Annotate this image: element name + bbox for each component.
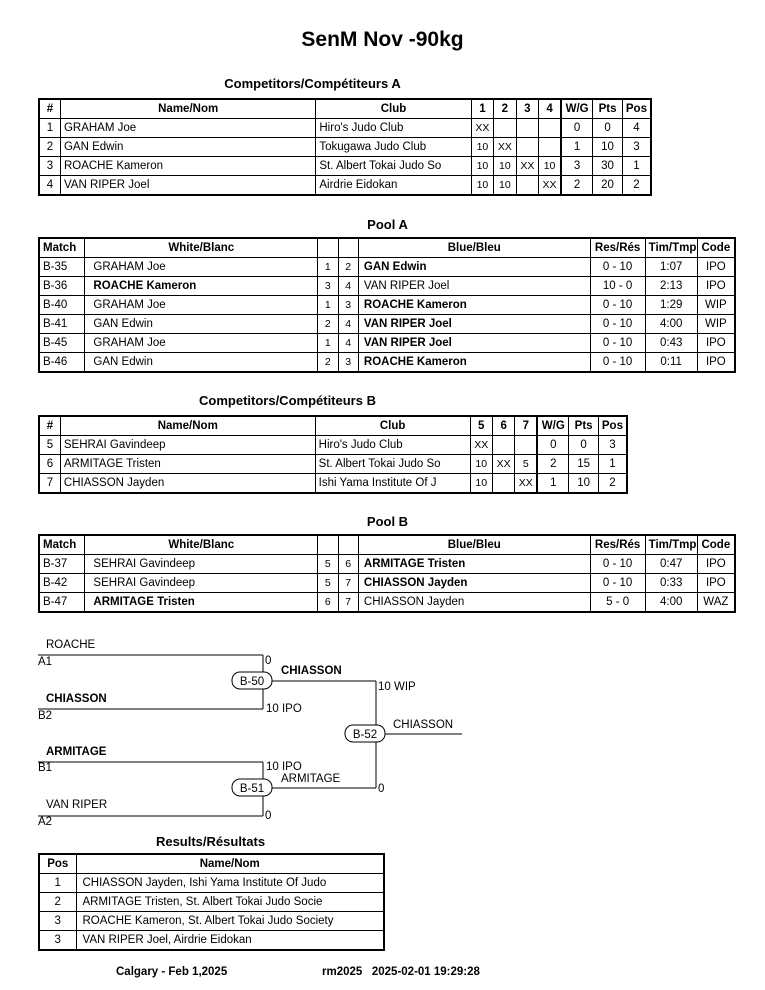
white-name: ARMITAGE Tristen — [85, 593, 318, 613]
result-pos: 2 — [39, 893, 76, 912]
result: 0 - 10 — [590, 315, 645, 334]
col-white: White/Blanc — [85, 535, 318, 555]
score-cell: 10 — [470, 474, 492, 494]
col-name: Name/Nom — [60, 99, 315, 119]
pool-a-heading: Pool A — [367, 217, 408, 232]
col-result: Res/Rés — [590, 238, 645, 258]
table-row — [39, 277, 735, 296]
match-b51-score: 0 — [378, 783, 385, 795]
score-cell — [492, 436, 514, 455]
competitor-name: SEHRAI Gavindeep — [60, 436, 315, 455]
col-5: 5 — [470, 416, 492, 436]
code: WAZ — [697, 593, 735, 613]
score-cell: 10 — [471, 157, 493, 176]
col-pos: Pos — [598, 416, 627, 436]
col-white: White/Blanc — [85, 238, 318, 258]
points: 15 — [569, 455, 599, 474]
match-id: B-37 — [39, 555, 85, 574]
blue-num: 6 — [338, 555, 358, 574]
result-name: VAN RIPER Joel, Airdrie Eidokan — [76, 931, 384, 951]
competitor-name: GAN Edwin — [60, 138, 315, 157]
competitor-num: 3 — [39, 157, 60, 176]
col-wg: W/G — [537, 416, 569, 436]
code: WIP — [697, 315, 735, 334]
time: 2:13 — [645, 277, 697, 296]
position: 1 — [622, 157, 651, 176]
time: 0:33 — [645, 574, 697, 593]
table-header — [39, 416, 627, 436]
code: WIP — [697, 296, 735, 315]
entrant-4-name: VAN RIPER — [46, 799, 108, 811]
table-row — [39, 157, 651, 176]
col-name: Name/Nom — [76, 854, 384, 874]
entrant-1-score: 0 — [265, 655, 272, 667]
elimination-bracket — [30, 630, 490, 830]
entrant-2-name: CHIASSON — [46, 693, 107, 705]
table-header — [39, 854, 384, 874]
competitor-name: VAN RIPER Joel — [60, 176, 315, 196]
score-cell: 10 — [494, 157, 516, 176]
competitor-num: 2 — [39, 138, 60, 157]
table-row — [39, 176, 651, 196]
match-id: B-46 — [39, 353, 85, 373]
competitors-a-table — [38, 98, 652, 196]
col-blue-num — [338, 535, 358, 555]
table-row — [39, 353, 735, 373]
white-name: GAN Edwin — [85, 315, 318, 334]
col-4: 4 — [539, 99, 561, 119]
pool-b-table — [38, 534, 736, 613]
blue-num: 4 — [338, 277, 358, 296]
table-row — [39, 455, 627, 474]
match-b50-label: B-50 — [239, 676, 265, 688]
white-name: GRAHAM Joe — [85, 296, 318, 315]
col-time: Tim/Tmp — [645, 535, 697, 555]
wins: 2 — [561, 176, 593, 196]
white-name: GAN Edwin — [85, 353, 318, 373]
score-cell — [516, 119, 538, 138]
table-row — [39, 138, 651, 157]
table-row — [39, 119, 651, 138]
blue-num: 2 — [338, 258, 358, 277]
wins: 0 — [537, 436, 569, 455]
entrant-2-seed: B2 — [38, 710, 53, 722]
blue-name: VAN RIPER Joel — [358, 315, 590, 334]
result-pos: 3 — [39, 931, 76, 951]
col-blue-num — [338, 238, 358, 258]
time: 0:43 — [645, 334, 697, 353]
col-blue: Blue/Bleu — [358, 238, 590, 258]
code: IPO — [697, 277, 735, 296]
result: 0 - 10 — [590, 555, 645, 574]
col-club: Club — [316, 99, 471, 119]
white-num: 1 — [318, 334, 338, 353]
time: 4:00 — [645, 315, 697, 334]
points: 10 — [593, 138, 623, 157]
col-time: Tim/Tmp — [645, 238, 697, 258]
score-cell: XX — [516, 157, 538, 176]
entrant-4-score: 0 — [265, 810, 272, 822]
competitor-num: 5 — [39, 436, 60, 455]
points: 10 — [569, 474, 599, 494]
score-cell: XX — [492, 455, 514, 474]
blue-num: 7 — [338, 574, 358, 593]
position: 3 — [622, 138, 651, 157]
wins: 3 — [561, 157, 593, 176]
competitor-name: CHIASSON Jayden — [60, 474, 315, 494]
result: 10 - 0 — [590, 277, 645, 296]
white-name: SEHRAI Gavindeep — [85, 574, 318, 593]
match-b50-score: 10 WIP — [378, 681, 416, 693]
blue-name: VAN RIPER Joel — [358, 277, 590, 296]
table-row — [39, 574, 735, 593]
competitor-num: 6 — [39, 455, 60, 474]
score-cell: XX — [471, 119, 493, 138]
footer-meta: rm2025 2025-02-01 19:29:28 — [322, 966, 480, 978]
col-match: Match — [39, 535, 85, 555]
competitor-name: ARMITAGE Tristen — [60, 455, 315, 474]
col-blue: Blue/Bleu — [358, 535, 590, 555]
blue-name: CHIASSON Jayden — [358, 574, 590, 593]
match-b51-label: B-51 — [239, 783, 265, 795]
entrant-4-seed: A2 — [38, 816, 53, 828]
points: 20 — [593, 176, 623, 196]
col-pts: Pts — [569, 416, 599, 436]
table-header — [39, 535, 735, 555]
table-row — [39, 436, 627, 455]
position: 3 — [598, 436, 627, 455]
entrant-2-score: 10 IPO — [266, 703, 302, 715]
position: 4 — [622, 119, 651, 138]
result-pos: 3 — [39, 912, 76, 931]
match-id: B-40 — [39, 296, 85, 315]
score-cell: XX — [539, 176, 561, 196]
competitor-club: St. Albert Tokai Judo So — [316, 157, 471, 176]
score-cell: XX — [494, 138, 516, 157]
position: 1 — [598, 455, 627, 474]
white-num: 1 — [318, 258, 338, 277]
points: 0 — [569, 436, 599, 455]
time: 1:29 — [645, 296, 697, 315]
table-row — [39, 315, 735, 334]
score-cell: 10 — [471, 176, 493, 196]
score-cell: 10 — [470, 455, 492, 474]
white-num: 2 — [318, 353, 338, 373]
result-name: ROACHE Kameron, St. Albert Tokai Judo Society — [76, 912, 384, 931]
time: 0:47 — [645, 555, 697, 574]
white-num: 5 — [318, 555, 338, 574]
time: 1:07 — [645, 258, 697, 277]
col-pos: Pos — [39, 854, 76, 874]
blue-num: 3 — [338, 296, 358, 315]
competitor-club: Hiro's Judo Club — [315, 436, 470, 455]
pool-a-table — [38, 237, 736, 373]
match-b51-winner: ARMITAGE — [281, 773, 341, 785]
competitor-club: Ishi Yama Institute Of J — [315, 474, 470, 494]
code: IPO — [697, 555, 735, 574]
entrant-1-seed: A1 — [38, 656, 53, 668]
table-row — [39, 874, 384, 893]
col-num: # — [39, 99, 60, 119]
col-code: Code — [697, 535, 735, 555]
table-row — [39, 296, 735, 315]
col-white-num — [318, 535, 338, 555]
table-row — [39, 931, 384, 951]
table-row — [39, 912, 384, 931]
blue-name: CHIASSON Jayden — [358, 593, 590, 613]
score-cell: XX — [515, 474, 537, 494]
points: 30 — [593, 157, 623, 176]
entrant-1-name: ROACHE — [46, 639, 96, 651]
result: 0 - 10 — [590, 296, 645, 315]
col-pts: Pts — [593, 99, 623, 119]
blue-num: 3 — [338, 353, 358, 373]
pool-b-heading: Pool B — [366, 514, 409, 529]
match-b52-label: B-52 — [352, 729, 378, 741]
page-title: SenM Nov -90kg — [301, 28, 464, 51]
blue-name: ROACHE Kameron — [358, 353, 590, 373]
score-cell — [539, 119, 561, 138]
wins: 2 — [537, 455, 569, 474]
col-num: # — [39, 416, 60, 436]
white-num: 3 — [318, 277, 338, 296]
white-name: GRAHAM Joe — [85, 334, 318, 353]
wins: 1 — [561, 138, 593, 157]
blue-name: VAN RIPER Joel — [358, 334, 590, 353]
score-cell — [516, 138, 538, 157]
time: 4:00 — [645, 593, 697, 613]
competitor-club: Tokugawa Judo Club — [316, 138, 471, 157]
match-id: B-41 — [39, 315, 85, 334]
result: 0 - 10 — [590, 353, 645, 373]
blue-num: 4 — [338, 334, 358, 353]
col-club: Club — [315, 416, 470, 436]
blue-num: 7 — [338, 593, 358, 613]
white-name: SEHRAI Gavindeep — [85, 555, 318, 574]
competitors-b-table — [38, 415, 628, 494]
result-name: CHIASSON Jayden, Ishi Yama Institute Of Judo — [76, 874, 384, 893]
competitor-name: GRAHAM Joe — [60, 119, 315, 138]
code: IPO — [697, 353, 735, 373]
col-2: 2 — [494, 99, 516, 119]
results-table — [38, 853, 385, 951]
table-row — [39, 555, 735, 574]
table-row — [39, 334, 735, 353]
competitors-b-heading: Competitors/Compétiteurs B — [199, 393, 376, 408]
result: 0 - 10 — [590, 574, 645, 593]
entrant-3-score: 10 IPO — [266, 761, 302, 773]
result: 5 - 0 — [590, 593, 645, 613]
position: 2 — [598, 474, 627, 494]
col-code: Code — [697, 238, 735, 258]
competitor-num: 1 — [39, 119, 60, 138]
blue-name: ROACHE Kameron — [358, 296, 590, 315]
score-cell — [515, 436, 537, 455]
col-1: 1 — [471, 99, 493, 119]
score-cell — [516, 176, 538, 196]
result: 0 - 10 — [590, 334, 645, 353]
competitor-name: ROACHE Kameron — [60, 157, 315, 176]
col-3: 3 — [516, 99, 538, 119]
entrant-3-seed: B1 — [38, 762, 53, 774]
match-id: B-42 — [39, 574, 85, 593]
blue-name: GAN Edwin — [358, 258, 590, 277]
col-match: Match — [39, 238, 85, 258]
table-row — [39, 893, 384, 912]
score-cell — [539, 138, 561, 157]
wins: 0 — [561, 119, 593, 138]
score-cell: 10 — [471, 138, 493, 157]
result-pos: 1 — [39, 874, 76, 893]
results-heading: Results/Résultats — [155, 834, 266, 849]
match-id: B-45 — [39, 334, 85, 353]
competitors-a-heading: Competitors/Compétiteurs A — [224, 76, 401, 91]
match-b50-winner: CHIASSON — [281, 665, 342, 677]
white-num: 1 — [318, 296, 338, 315]
footer-location: Calgary - Feb 1,2025 — [116, 966, 228, 978]
final-winner: CHIASSON — [393, 719, 454, 731]
score-cell: XX — [470, 436, 492, 455]
wins: 1 — [537, 474, 569, 494]
match-id: B-47 — [39, 593, 85, 613]
time: 0:11 — [645, 353, 697, 373]
white-num: 6 — [318, 593, 338, 613]
entrant-3-name: ARMITAGE — [46, 746, 107, 758]
table-header — [39, 238, 735, 258]
col-6: 6 — [492, 416, 514, 436]
match-id: B-36 — [39, 277, 85, 296]
score-cell: 10 — [539, 157, 561, 176]
competitor-club: St. Albert Tokai Judo So — [315, 455, 470, 474]
table-row — [39, 474, 627, 494]
match-id: B-35 — [39, 258, 85, 277]
score-cell: 5 — [515, 455, 537, 474]
competitor-club: Hiro's Judo Club — [316, 119, 471, 138]
col-result: Res/Rés — [590, 535, 645, 555]
table-row — [39, 258, 735, 277]
blue-name: ARMITAGE Tristen — [358, 555, 590, 574]
code: IPO — [697, 574, 735, 593]
result-name: ARMITAGE Tristen, St. Albert Tokai Judo Socie — [76, 893, 384, 912]
white-num: 2 — [318, 315, 338, 334]
score-cell: 10 — [494, 176, 516, 196]
white-name: ROACHE Kameron — [85, 277, 318, 296]
col-wg: W/G — [561, 99, 593, 119]
score-cell — [494, 119, 516, 138]
code: IPO — [697, 258, 735, 277]
points: 0 — [593, 119, 623, 138]
table-row — [39, 593, 735, 613]
competitor-num: 4 — [39, 176, 60, 196]
col-name: Name/Nom — [60, 416, 315, 436]
white-num: 5 — [318, 574, 338, 593]
blue-num: 4 — [338, 315, 358, 334]
competitor-num: 7 — [39, 474, 60, 494]
score-cell — [492, 474, 514, 494]
table-header — [39, 99, 651, 119]
white-name: GRAHAM Joe — [85, 258, 318, 277]
result: 0 - 10 — [590, 258, 645, 277]
col-pos: Pos — [622, 99, 651, 119]
col-7: 7 — [515, 416, 537, 436]
code: IPO — [697, 334, 735, 353]
position: 2 — [622, 176, 651, 196]
competitor-club: Airdrie Eidokan — [316, 176, 471, 196]
col-white-num — [318, 238, 338, 258]
